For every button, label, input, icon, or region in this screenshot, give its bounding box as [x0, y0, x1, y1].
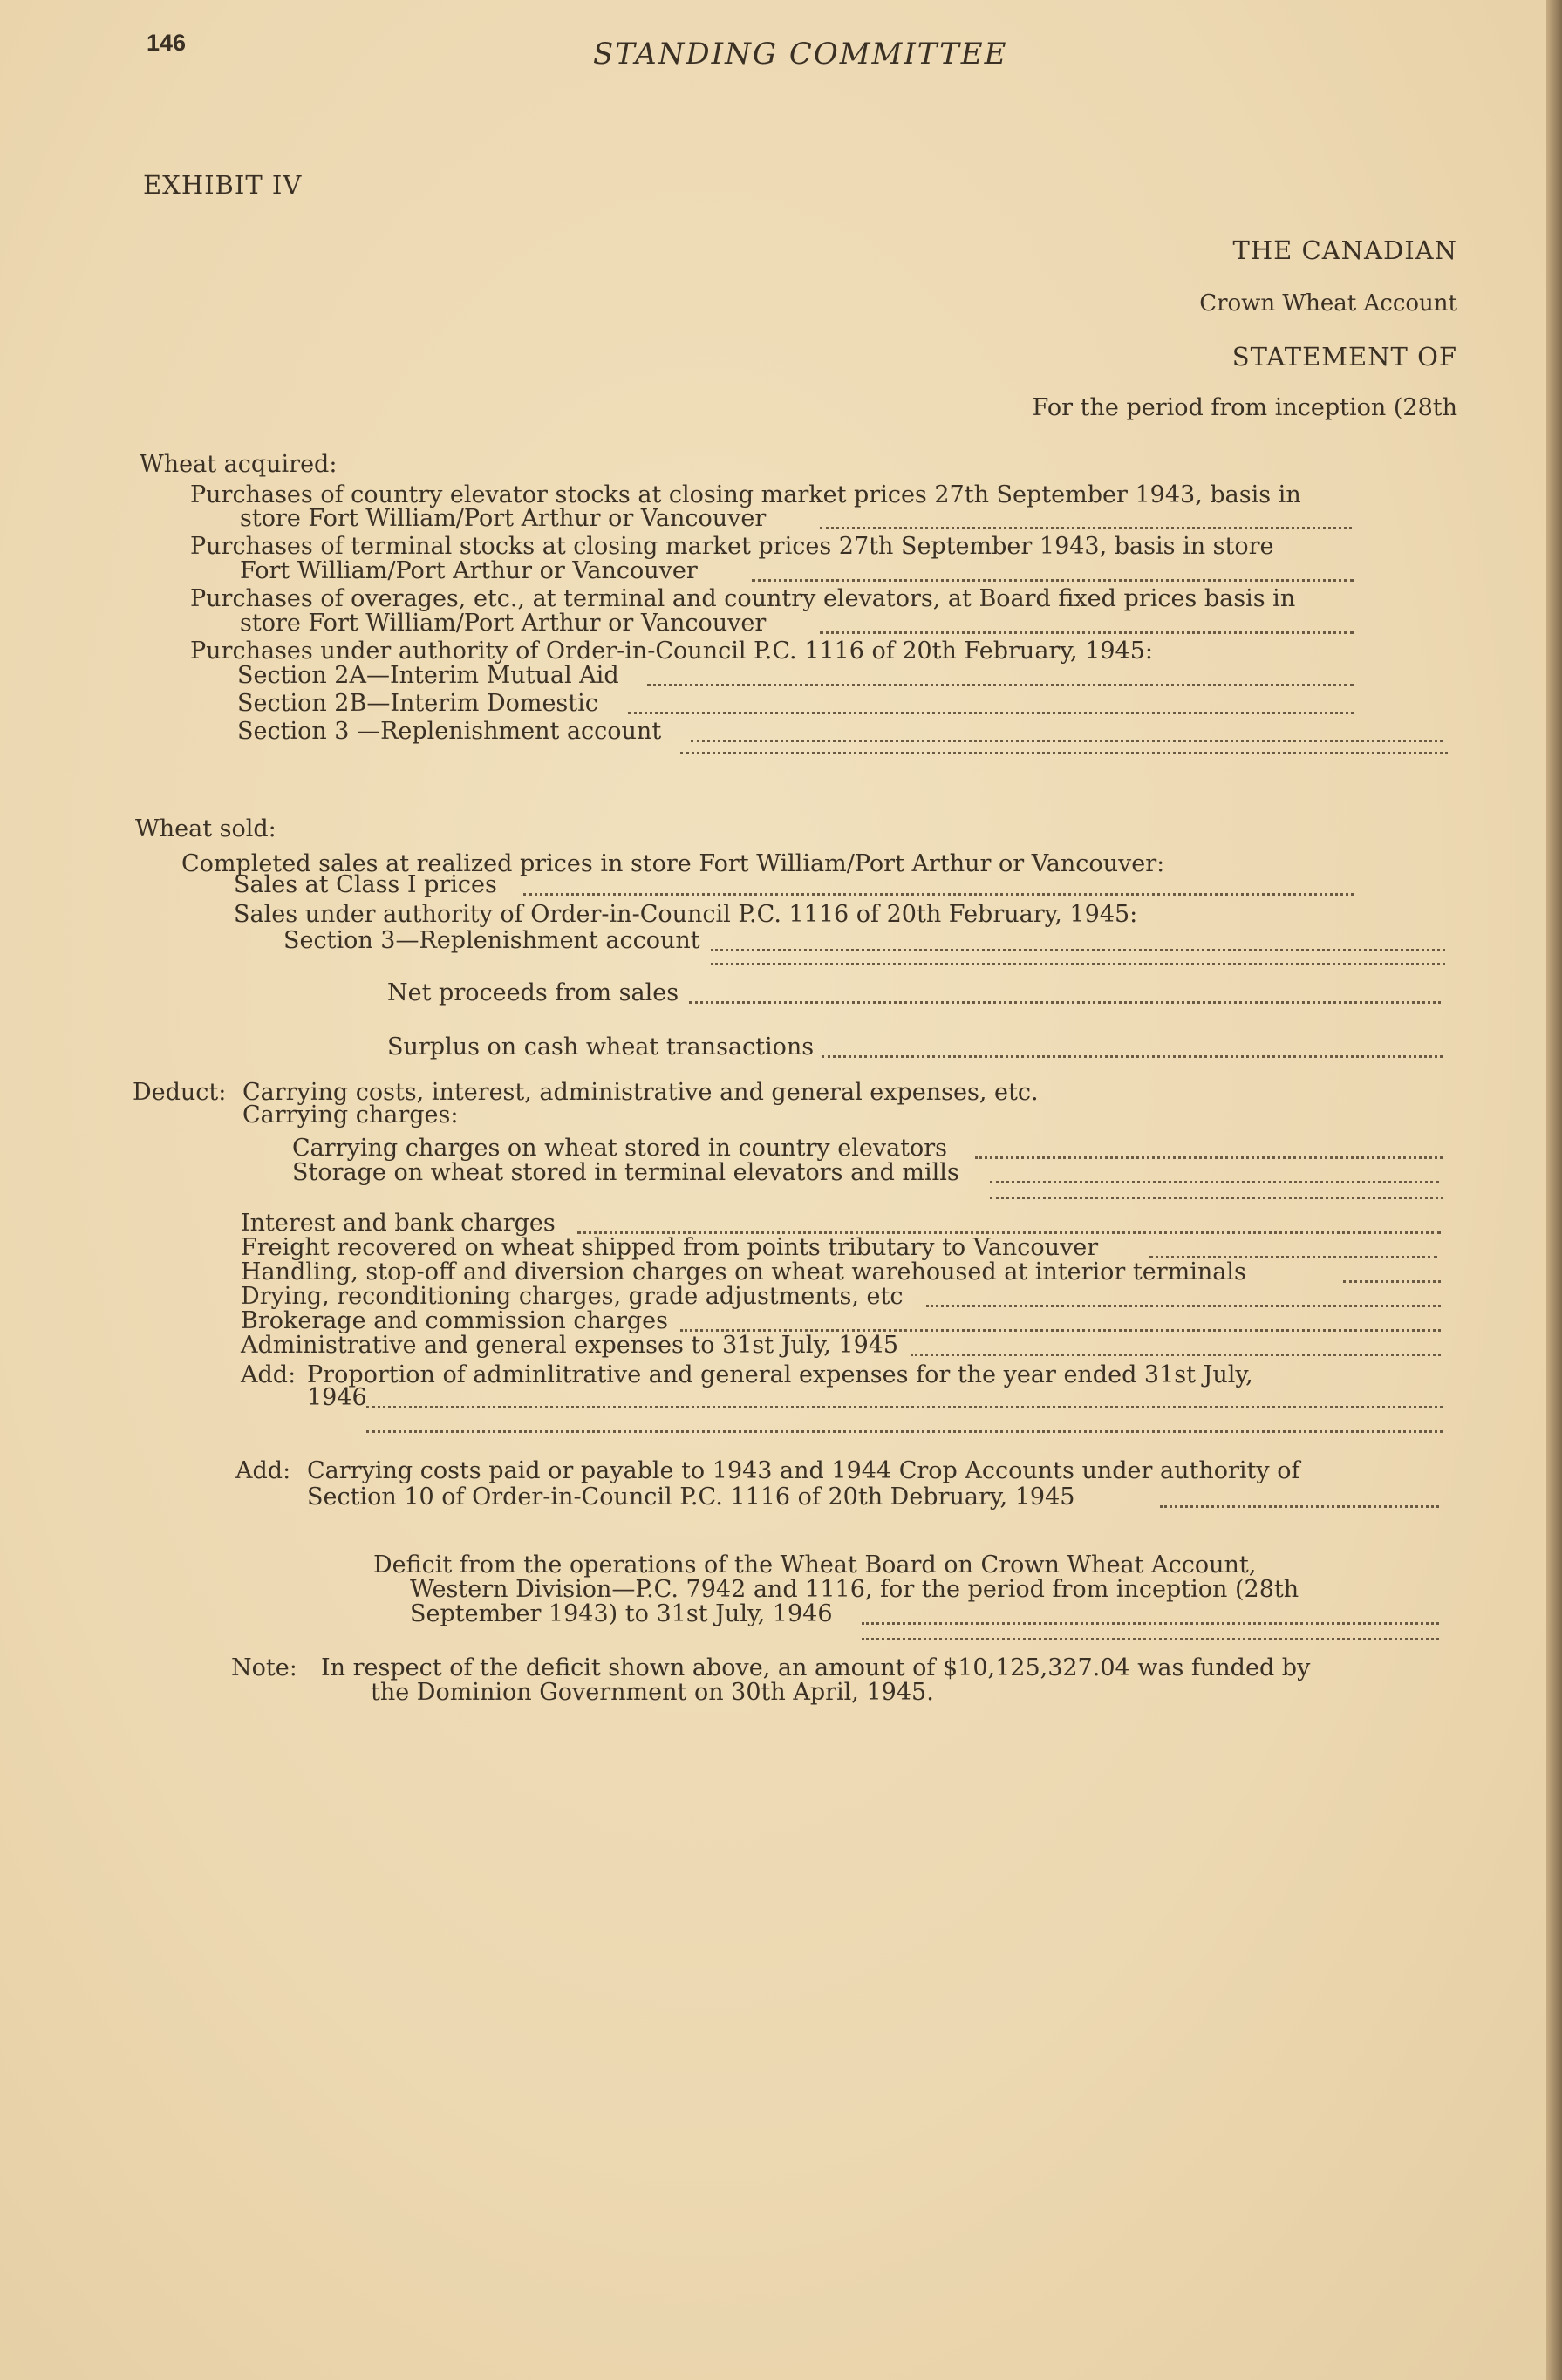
- add-carrying-line-2: Section 10 of Order-in-Council P.C. 1116 of 20th Debruary, 1945: [307, 1483, 1075, 1511]
- leader-dots: [752, 579, 1354, 582]
- title-line-2: Crown Wheat Account: [1199, 290, 1457, 317]
- sold-section-3: Section 3—Replenishment account: [283, 927, 700, 954]
- leader-dots: [647, 684, 1354, 686]
- leader-dots: [862, 1622, 1439, 1625]
- exhibit-label: EXHIBIT IV: [143, 170, 303, 200]
- leader-dots: [862, 1638, 1439, 1640]
- interest-bank-charges: Interest and bank charges: [241, 1210, 556, 1237]
- note-line-2: the Dominion Government on 30th April, 1945.: [371, 1679, 934, 1706]
- leader-dots: [680, 752, 1448, 754]
- acquired-item-2-line-1: Purchases of terminal stocks at closing market prices 27th September 1943, basis in store: [190, 533, 1274, 560]
- sales-under-authority: Sales under authority of Order-in-Council P.C. 1116 of 20th February, 1945:: [234, 901, 1138, 928]
- leader-dots: [711, 963, 1445, 965]
- section-2b: Section 2B—Interim Domestic: [237, 690, 598, 717]
- section-3: Section 3 —Replenishment account: [237, 718, 662, 745]
- deduct-add-label: Add:: [241, 1361, 297, 1388]
- title-line-1: THE CANADIAN: [1232, 235, 1457, 265]
- leader-dots: [523, 893, 1354, 896]
- leader-dots: [990, 1197, 1443, 1199]
- leader-dots: [366, 1406, 1443, 1408]
- proportion-admin-line-2: 1946: [307, 1384, 367, 1411]
- wheat-sold-heading: Wheat sold:: [135, 815, 276, 842]
- class-1-sales: Sales at Class I prices: [234, 871, 497, 898]
- acquired-item-2-line-2: Fort William/Port Arthur or Vancouver: [240, 557, 698, 584]
- carrying-country-elevators: Carrying charges on wheat stored in country elevators: [292, 1135, 948, 1162]
- section-2a: Section 2A—Interim Mutual Aid: [237, 662, 619, 689]
- brokerage-commission: Brokerage and commission charges: [241, 1307, 668, 1334]
- deduct-heading: Carrying costs, interest, administrative and general expenses, etc.: [242, 1079, 1039, 1106]
- acquired-item-4-line-1: Purchases under authority of Order-in-Council P.C. 1116 of 20th February, 1945:: [190, 638, 1153, 665]
- freight-recovered: Freight recovered on wheat shipped from points tributary to Vancouver: [241, 1234, 1099, 1261]
- add-carrying-line-1: Carrying costs paid or payable to 1943 and 1944 Crop Accounts under authority of: [307, 1457, 1300, 1484]
- completed-sales: Completed sales at realized prices in store Fort William/Port Arthur or Vancouver:: [181, 850, 1165, 877]
- leader-dots: [711, 949, 1445, 951]
- drying-reconditioning: Drying, reconditioning charges, grade adjustments, etc: [241, 1283, 904, 1310]
- leader-dots: [820, 527, 1352, 529]
- leader-dots: [691, 740, 1443, 742]
- note-label: Note:: [231, 1654, 297, 1681]
- note-line-1: In respect of the deficit shown above, an amount of $10,125,327.04 was funded by: [321, 1654, 1311, 1681]
- deficit-line-1: Deficit from the operations of the Wheat Board on Crown Wheat Account,: [373, 1551, 1257, 1579]
- proportion-admin-line-1: Proportion of adminlitrative and general expenses for the year ended 31st July,: [307, 1361, 1253, 1388]
- page-edge: [1546, 0, 1562, 2380]
- page-number: 146: [147, 30, 187, 56]
- leader-dots: [926, 1305, 1441, 1307]
- leader-dots: [822, 1055, 1443, 1058]
- acquired-item-3-line-2: store Fort William/Port Arthur or Vancouver: [240, 610, 767, 637]
- carrying-charges-heading: Carrying charges:: [242, 1101, 459, 1129]
- deduct-label: Deduct:: [133, 1079, 227, 1106]
- deficit-line-3: September 1943) to 31st July, 1946: [410, 1600, 833, 1627]
- title-line-3: STATEMENT OF: [1231, 342, 1457, 372]
- leader-dots: [975, 1156, 1443, 1159]
- leader-dots: [990, 1181, 1439, 1183]
- running-title: STANDING COMMITTEE: [593, 37, 1008, 72]
- leader-dots: [689, 1001, 1441, 1004]
- net-proceeds: Net proceeds from sales: [387, 979, 679, 1006]
- leader-dots: [820, 631, 1354, 634]
- leader-dots: [1160, 1505, 1439, 1508]
- leader-dots: [1343, 1280, 1441, 1283]
- wheat-acquired-heading: Wheat acquired:: [140, 451, 338, 478]
- deficit-line-2: Western Division—P.C. 7942 and 1116, for the period from inception (28th: [410, 1576, 1299, 1603]
- storage-terminal-elevators: Storage on wheat stored in terminal elevators and mills: [292, 1159, 959, 1186]
- add-carrying-label: Add:: [235, 1457, 291, 1484]
- leader-dots: [366, 1430, 1443, 1433]
- handling-charges: Handling, stop-off and diversion charges on wheat warehoused at interior terminals: [241, 1258, 1246, 1285]
- surplus-cash-wheat: Surplus on cash wheat transactions: [387, 1033, 815, 1060]
- leader-dots: [911, 1354, 1441, 1356]
- admin-expenses-1945: Administrative and general expenses to 31st July, 1945: [241, 1332, 899, 1359]
- title-line-4: For the period from inception (28th: [1032, 394, 1457, 421]
- acquired-item-1-line-2: store Fort William/Port Arthur or Vancouver: [240, 505, 767, 532]
- acquired-item-1-line-1: Purchases of country elevator stocks at closing market prices 27th September 1943, basis in: [190, 481, 1301, 508]
- leader-dots: [628, 712, 1354, 714]
- acquired-item-3-line-1: Purchases of overages, etc., at terminal and country elevators, at Board fixed prices basis in: [190, 585, 1296, 612]
